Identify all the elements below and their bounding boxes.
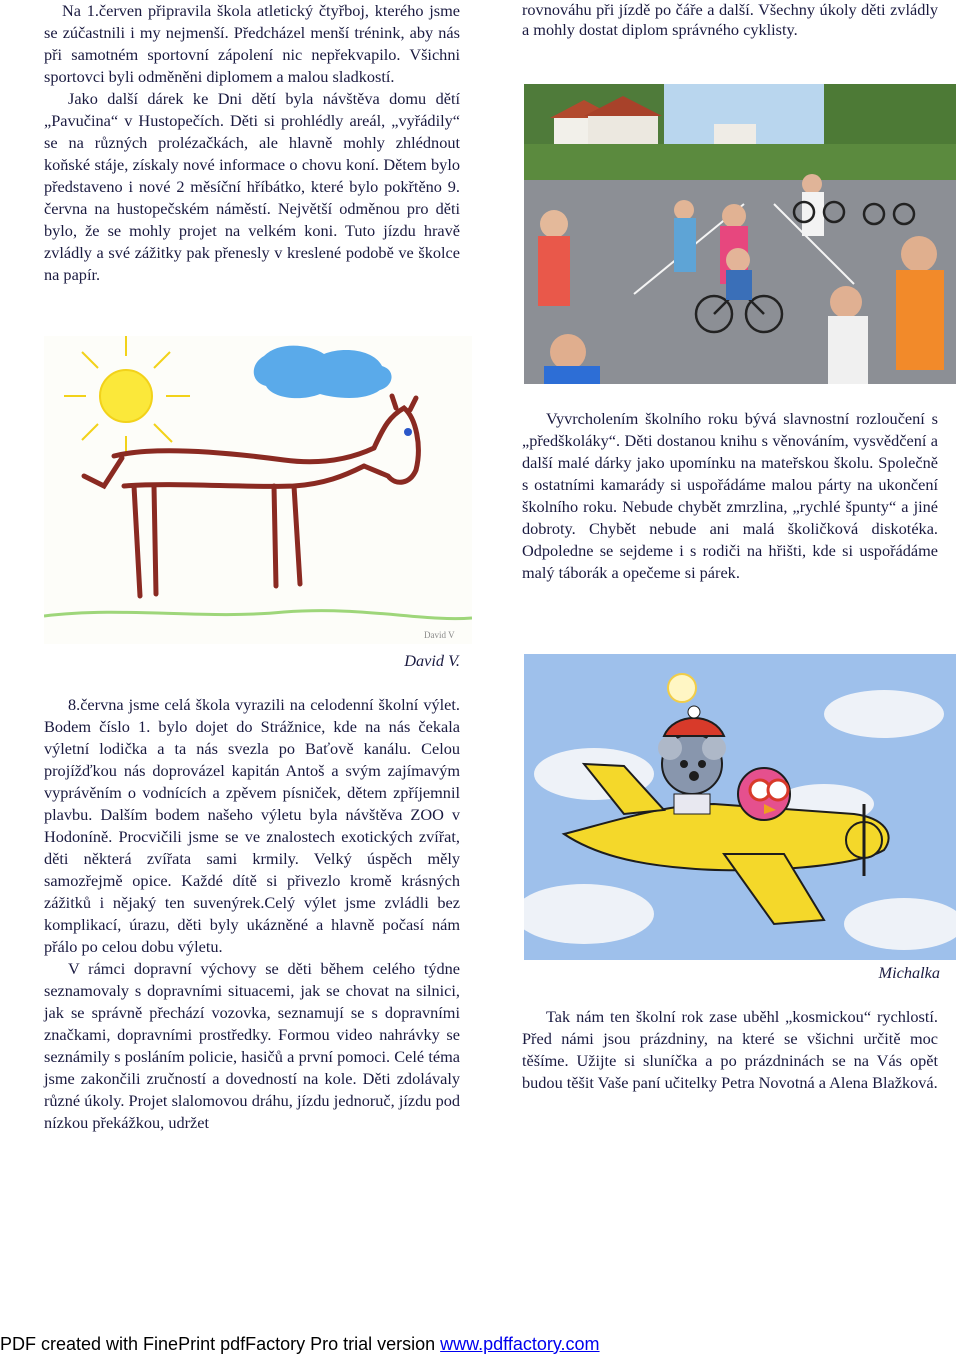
footer-text: PDF created with FinePrint pdfFactory Pro trial version — [0, 1334, 441, 1354]
paragraph-traffic-education: V rámci dopravní výchovy se děti během celého týdne seznamovaly s dopravními situacemi, jak se chovat na silnici, jak se správně přechází vozovka, seznamují se s dopravními značkami, dopravními prostředky. Formou video nahrávky se seznámily s posláním policie, hasičů a první pomoci. Celé téma jsme zakončili zručností a dovedností na kole. Děti zdolávaly různé úkoly. Projet slalomovou dráhu, jízdu jednoruč, jízdu pod nízkou překážkou, udržet — [44, 959, 460, 1132]
cycling-photo-image — [524, 84, 956, 384]
horse-drawing-image — [44, 336, 472, 644]
left-column-bottom — [44, 694, 460, 1134]
right-column-middle — [522, 408, 938, 584]
drawing-signature: David V — [424, 630, 455, 640]
pdf-footer — [0, 1334, 600, 1355]
paragraph-cycling-end: rovnováhu při jízdě po čáře a další. Všechny úkoly děti zvládly a mohly dostat diplom správného cyklisty. — [522, 0, 938, 39]
caption-michalka: Michalka — [878, 963, 940, 982]
airplane-drawing-image — [524, 654, 956, 960]
bird-character — [738, 768, 790, 820]
caption-david: David V. — [404, 651, 460, 670]
right-column-bottom — [522, 1006, 938, 1094]
paragraph-children-day: Jako další dárek ke Dni dětí byla návštěva domu dětí „Pavučina“ v Hustopečích. Děti si prohlédly areál, „vyřádily“ se na různých prolézačkách, ale hlavně mohly zhlédnout koňské stáje, získaly nové informace o chovu koní. Dětem bylo představeno i nové 2 měsíční hříbátko, které bylo pokřtěno 9. června na hustopečském náměstí. Největší odměnou pro děti bylo, že se mohly projet na velkém koni. Tuto jízdu hravě zvládly a své zážitky pak přenesly v kreslené podobě ve školce na papír. — [44, 89, 460, 284]
left-column-top — [44, 0, 460, 286]
right-column-top — [522, 0, 938, 40]
horse-drawing — [44, 336, 472, 644]
cycling-photo — [524, 84, 956, 384]
paragraph-athletics: Na 1.červen připravila škola atletický čtyřboj, kterého jsme se zúčastnili i my nejmenší. Předcházel menší trénink, aby nás při samotném sportovní zápolení nic nepřekvapilo. Všichni sportovci byli odměněni diplomem a malou sladkostí. — [44, 1, 460, 86]
footer-link[interactable]: www.pdffactory.com — [440, 1334, 600, 1354]
paragraph-school-trip: 8.června jsme celá škola vyrazili na celodenní školní výlet. Bodem číslo 1. bylo dojet do Strážnice, kde na nás čekala výletní lodička a ta nás svezla po Baťově kanálu. Celou projížďkou nás doprovázel kapitán Antoš a svým zajímavým vyprávěním o vodnících a zpěvem písniček, dětem zpříjemnil plavbu. Dalším bodem našeho výletu byla návštěva ZOO v Hodoníně. Procvičili jsme se ve znalostech exotických zvířat, děti některá zvířata sami krmily. Velký úspěch měly samozřejmě opice. Každé dítě si přivezlo kromě krásných zážitků i nějaký ten suvenýrek.Celý výlet jsme zvládli bez komplikací, úrazu, děti byly ukázněné a hlavně počasí nám přálo po celou dobu výletu. — [44, 695, 460, 956]
paragraph-closing: Tak nám ten školní rok zase uběhl „kosmickou“ rychlostí. Před námi jsou prázdniny, na které se všichni určitě moc těšíme. Užijte si sluníčka a po prázdninách se na Vás opět budou těšit Vaše paní učitelky Petra Novotná a Alena Blažková. — [522, 1007, 938, 1092]
airplane-drawing — [524, 654, 956, 960]
small-sun-drawing — [668, 674, 696, 702]
paragraph-farewell: Vyvrcholením školního roku bývá slavnostní rozloučení s „předškoláky“. Děti dostanou knihu s věnováním, vysvědčení a další malé dárky jako upomínku na mateřskou školu. Společně s ostatními kamarády si uspořádáme malou párty na ukončení školního roku. Nebude chybět zmrzlina, „rychlé špunty“ a jiné dobroty. Chybět nebude ani malá školičková diskotéka. Odpoledne se sejdeme i s rodiči na hřišti, kde si uspořádáme malý táborák a opečeme si párek. — [522, 409, 938, 582]
